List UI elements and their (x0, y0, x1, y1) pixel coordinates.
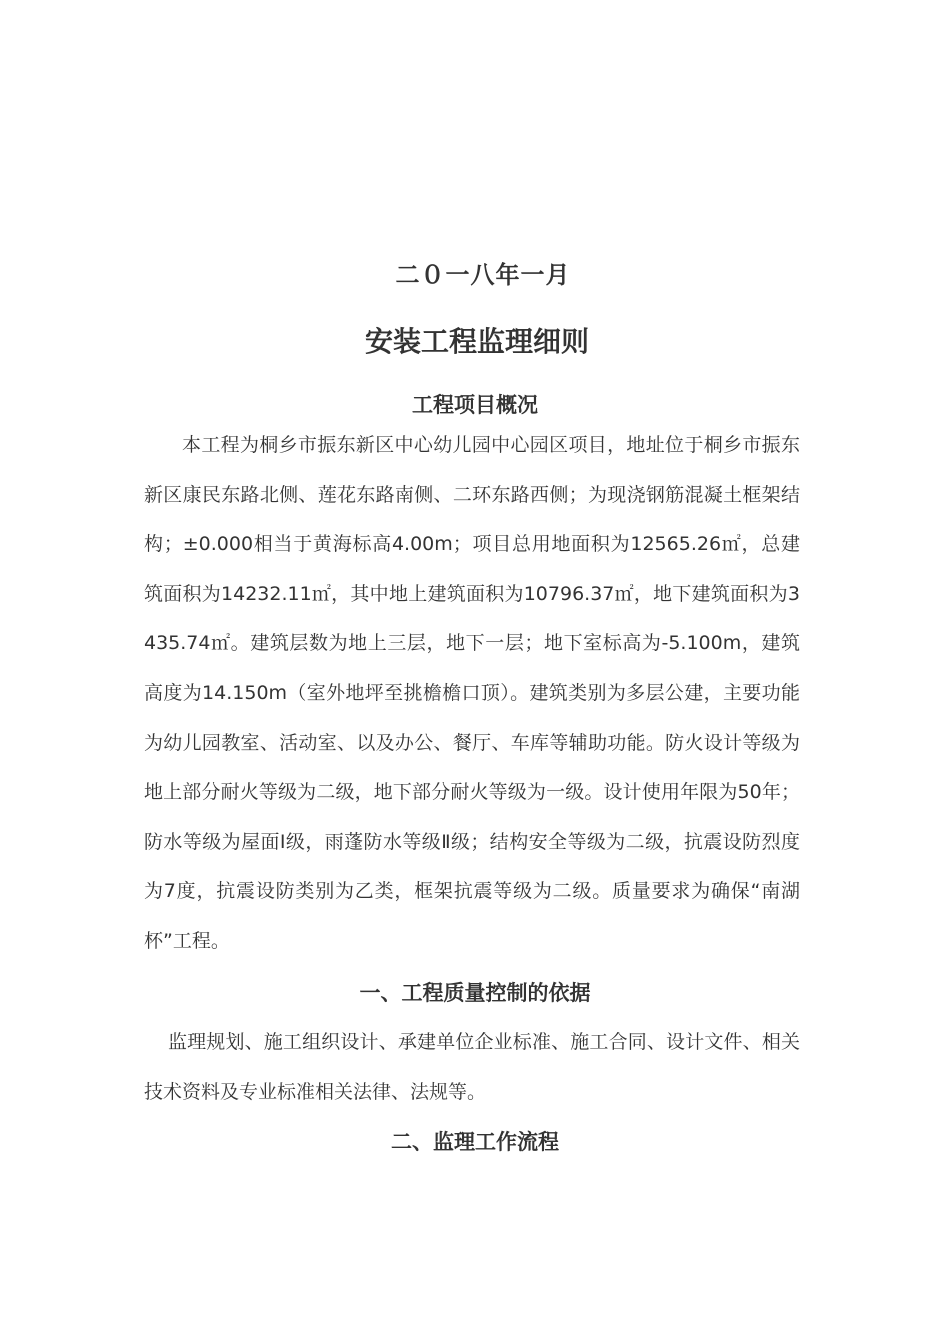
section-heading-quality-basis: 一、工程质量控制的依据 (359, 981, 591, 1005)
overview-paragraph: 本工程为桐乡市振东新区中心幼儿园中心园区项目，地址位于桐乡市振东新区康民东路北侧、莲花东路南侧、二环东路西侧；为现浇钢筋混凝土框架结构；±0.000相当于黄海标高4.00m；项目总用地面积为12565.26㎡，总建筑面积为14232.11㎡，其中地上建筑面积为10796.37㎡，地下建筑面积为3435.74㎡。建筑层数为地上三层，地下一层；地下室标高为-5.100m，建筑高度为14.150m（室外地坪至挑檐檐口顶）。建筑类别为多层公建，主要功能为幼儿园教室、活动室、以及办公、餐厅、车库等辅助功能。防火设计等级为地上部分耐火等级为二级，地下部分耐火等级为一级。设计使用年限为50年；防水等级为屋面Ⅰ级，雨蓬防水等级Ⅱ级；结构安全等级为二级，抗震设防烈度为7度，抗震设防类别为乙类，框架抗震等级为二级。质量要求为确保“南湖杯”工程。 (144, 434, 800, 952)
quality-basis-paragraph: 监理规划、施工组织设计、承建单位企业标准、施工合同、设计文件、相关技术资料及专业标准相关法律、法规等。 (144, 1031, 800, 1103)
document-title: 安装工程监理细则 (364, 325, 589, 358)
document-date: 二０一八年一月 (395, 261, 571, 289)
section-heading-workflow: 二、监理工作流程 (391, 1130, 559, 1154)
section-heading-overview: 工程项目概况 (412, 393, 538, 417)
